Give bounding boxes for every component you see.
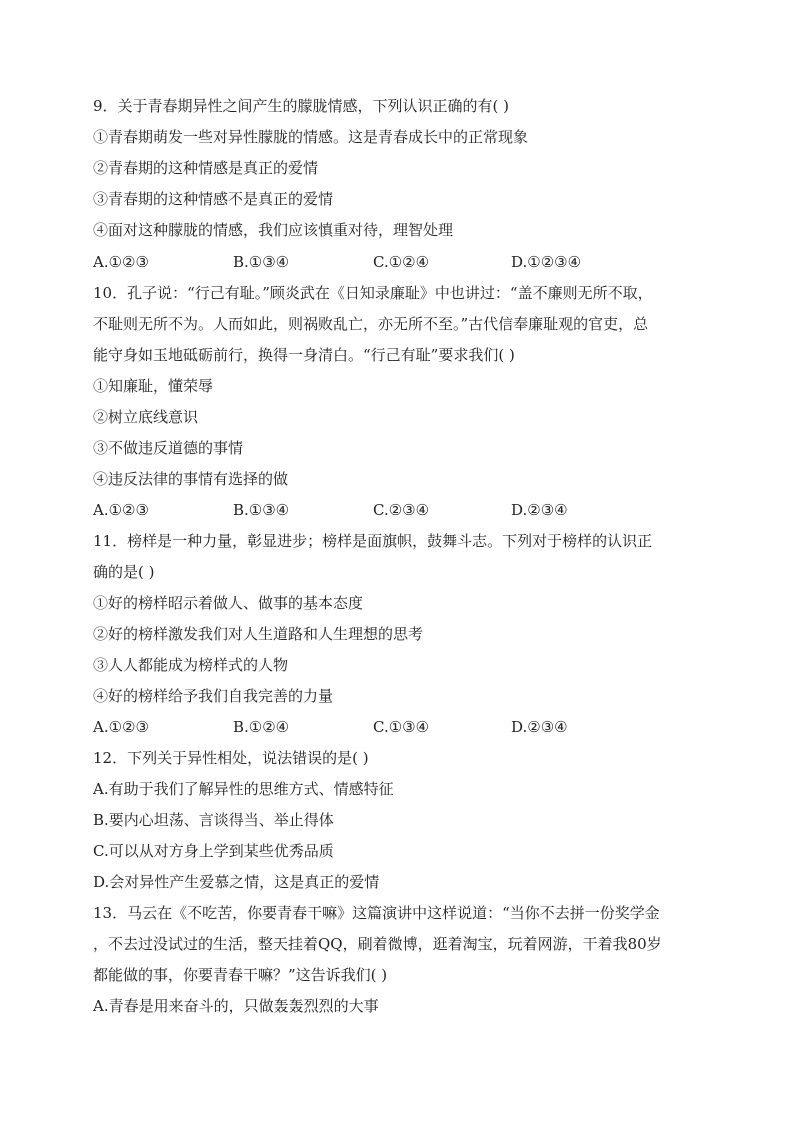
q10-item-1: ①知廉耻，懂荣辱 — [93, 377, 214, 395]
q11-option-c: C.①③④ — [373, 718, 430, 736]
q11-item-2: ②好的榜样激发我们对人生道路和人生理想的思考 — [93, 625, 424, 643]
q9-option-c: C.①②④ — [373, 253, 430, 271]
q10-item-4: ④违反法律的事情有选择的做 — [93, 470, 289, 488]
q13-stem-line-3: 都能做的事，你要青春干嘛？”这告诉我们( ) — [93, 966, 388, 984]
q12-option-c: C.可以从对方身上学到某些优秀品质 — [93, 842, 334, 860]
q9-option-d: D.①②③④ — [511, 253, 582, 271]
q11-option-a: A.①②③ — [93, 718, 149, 736]
q9-item-3: ③青春期的这种情感不是真正的爱情 — [93, 190, 334, 208]
q13-option-a: A.青春是用来奋斗的，只做轰轰烈烈的大事 — [93, 997, 379, 1015]
q12-stem: 12．下列关于异性相处，说法错误的是( ) — [93, 749, 369, 767]
q9-option-b: B.①③④ — [233, 253, 290, 271]
q12-option-d: D.会对异性产生爱慕之情，这是真正的爱情 — [93, 873, 380, 891]
q11-item-4: ④好的榜样给予我们自我完善的力量 — [93, 687, 334, 705]
q11-item-3: ③人人都能成为榜样式的人物 — [93, 656, 289, 674]
q10-item-2: ②树立底线意识 — [93, 408, 199, 426]
q10-stem-line-1: 10．孔子说：“行己有耻。”顾炎武在《日知录廉耻》中也讲过：“盖不廉则无所不取， — [93, 284, 653, 302]
q10-option-c: C.②③④ — [373, 501, 430, 519]
q10-stem-line-3: 能守身如玉地砥砺前行，换得一身清白。“行己有耻”要求我们( ) — [93, 346, 515, 364]
q9-item-1: ①青春期萌发一些对异性朦胧的情感。这是青春成长中的正常现象 — [93, 128, 529, 146]
q11-option-d: D.②③④ — [511, 718, 568, 736]
q9-item-4: ④面对这种朦胧的情感，我们应该慎重对待，理智处理 — [93, 221, 454, 239]
q13-stem-line-1: 13．马云在《不吃苦，你要青春干嘛》这篇演讲中这样说道：“当你不去拼一份奖学金 — [93, 904, 660, 922]
q10-option-a: A.①②③ — [93, 501, 149, 519]
q9-stem: 9．关于青春期异性之间产生的朦胧情感，下列认识正确的有( ) — [93, 97, 510, 115]
q12-option-b: B.要内心坦荡、言谈得当、举止得体 — [93, 811, 334, 829]
q10-item-3: ③不做违反道德的事情 — [93, 439, 244, 457]
q11-stem-line-2: 确的是( ) — [93, 563, 155, 581]
q11-item-1: ①好的榜样昭示着做人、做事的基本态度 — [93, 594, 364, 612]
q13-stem-line-2: ，不去过没试过的生活，整天挂着QQ，刷着微博，逛着淘宝，玩着网游，干着我80岁 — [93, 935, 662, 953]
q9-option-a: A.①②③ — [93, 253, 149, 271]
q12-option-a: A.有助于我们了解异性的思维方式、情感特征 — [93, 780, 394, 798]
q10-option-b: B.①③④ — [233, 501, 290, 519]
q10-stem-line-2: 不耻则无所不为。人而如此，则祸败乱亡，亦无所不至。”古代信奉廉耻观的官吏，总 — [93, 315, 649, 333]
q11-option-b: B.①②④ — [233, 718, 290, 736]
q11-stem-line-1: 11．榜样是一种力量，彰显进步；榜样是面旗帜，鼓舞斗志。下列对于榜样的认识正 — [93, 532, 653, 550]
q10-option-d: D.②③④ — [511, 501, 568, 519]
q9-item-2: ②青春期的这种情感是真正的爱情 — [93, 159, 319, 177]
